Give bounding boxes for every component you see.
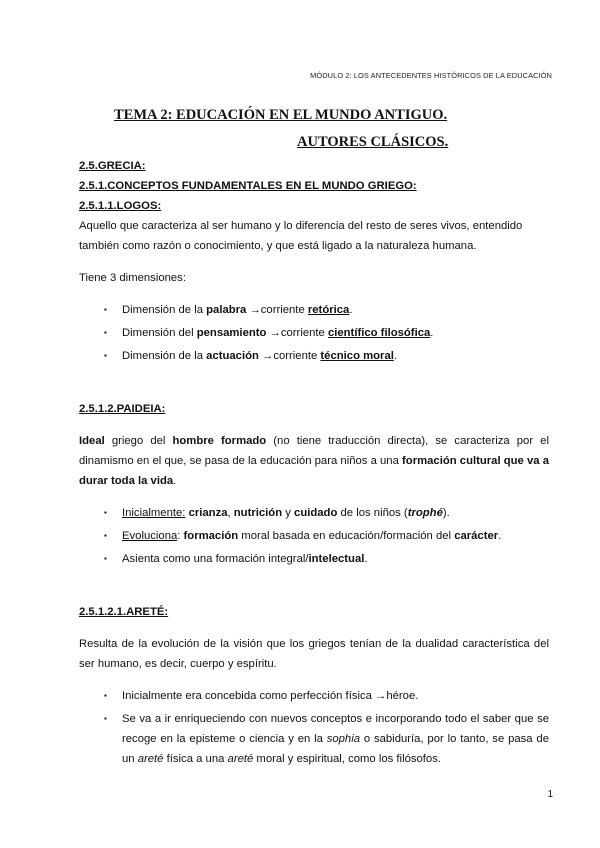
bold-underlined-text: científico filosófica [327, 327, 431, 339]
bullet-icon: ▪ [104, 531, 107, 540]
text: Dimensión de la [122, 304, 207, 316]
text: Se va a ir enriqueciendo con nuevos conceptos e incorporando todo el saber que se recoge en la episteme o ciencia y en la [122, 713, 549, 745]
text: . [364, 553, 368, 565]
text: moral y espiritual, como los filósofos. [253, 753, 442, 765]
text: Inicialmente era concebida como perfección física →héroe. [122, 690, 419, 702]
bold-text: carácter [454, 530, 499, 542]
paideia-paragraph [79, 431, 549, 491]
bullet-icon: ▪ [104, 305, 107, 314]
text: . [173, 475, 177, 487]
running-header: MÓDULO 2: LOS ANTECEDENTES HISTÓRICOS DE LA EDUCACIÓN [310, 71, 552, 80]
bold-text: palabra [206, 304, 247, 316]
logos-dimensions-list [79, 300, 549, 366]
text: moral basada en educación/formación del [238, 530, 455, 542]
paideia-list [79, 503, 549, 569]
text: Asienta como una formación integral/ [122, 553, 309, 565]
italic-text: sophia [326, 733, 361, 745]
bold-text: cuidado [294, 507, 338, 519]
arete-list [79, 686, 549, 769]
list-item [79, 526, 549, 546]
heading-conceptos: 2.5.1.CONCEPTOS FUNDAMENTALES EN EL MUNDO GRIEGO: [79, 180, 417, 192]
list-item [79, 503, 549, 523]
bold-underlined-text: retórica [307, 304, 350, 316]
text: . [498, 530, 502, 542]
logos-paragraph: Aquello que caracteriza al ser humano y lo diferencia del resto de seres vivos, entendido también como razón o conocimiento, y que está ligado a la naturaleza humana. [79, 220, 523, 252]
text: Dimensión del [122, 327, 197, 339]
text: Dimensión de la [122, 350, 207, 362]
text: , [227, 507, 234, 519]
list-item [79, 300, 549, 320]
bold-text: intelectual [308, 553, 365, 565]
bullet-icon: ▪ [104, 691, 107, 700]
title-line-1: TEMA 2: EDUCACIÓN EN EL MUNDO ANTIGUO. [114, 107, 448, 123]
bullet-icon: ▪ [104, 351, 107, 360]
bold-text: actuación [206, 350, 259, 362]
heading-arete: 2.5.1.2.1.ARETÉ: [79, 606, 169, 618]
bold-text: pensamiento [196, 327, 267, 339]
bold-text: formación [183, 530, 239, 542]
list-item [79, 323, 549, 343]
text: (no tiene traducción directa), se caracteriza por el dinamismo en el que, se pasa de la educación para niños a una [79, 435, 549, 467]
text: →corriente [246, 304, 308, 316]
bullet-icon: ▪ [104, 554, 107, 563]
bold-text: formación cultural que va a durar toda la vida [79, 455, 549, 487]
text: de los niños ( [337, 507, 408, 519]
text: →corriente [258, 350, 321, 362]
heading-paideia: 2.5.1.2.PAIDEIA: [79, 403, 166, 415]
text: . [393, 350, 398, 362]
page-number: 1 [547, 789, 553, 800]
heading-logos: 2.5.1.1.LOGOS: [79, 200, 162, 212]
bold-text: crianza [188, 507, 228, 519]
bold-text: Ideal [79, 435, 105, 447]
text: o sabiduría, por lo tanto, se pasa de un [122, 733, 549, 765]
heading-grecia: 2.5.GRECIA: [79, 160, 146, 172]
text: →corriente [266, 327, 328, 339]
text: . [349, 304, 353, 316]
bullet-icon: ▪ [104, 328, 107, 337]
list-item [79, 346, 549, 366]
logos-dimensions-intro: Tiene 3 dimensiones: [79, 272, 186, 284]
text: física a una [163, 753, 228, 765]
bold-text: nutrición [233, 507, 283, 519]
list-item [79, 709, 549, 769]
list-item [79, 686, 549, 706]
bold-text: hombre formado [172, 435, 267, 447]
underlined-text: Inicialmente: [122, 507, 186, 519]
bold-italic-text: trophé [407, 507, 443, 519]
bullet-icon: ▪ [104, 508, 107, 517]
title-line-2: AUTORES CLÁSICOS. [297, 134, 449, 150]
bullet-icon: ▪ [104, 714, 107, 723]
document-body [79, 156, 549, 772]
arete-paragraph: Resulta de la evolución de la visión que los griegos tenían de la dualidad característica del ser humano, es decir, cuerpo y espíritu. [79, 638, 549, 670]
italic-text: areté [227, 753, 254, 765]
text: . [430, 327, 434, 339]
text: griego del [104, 435, 173, 447]
italic-text: areté [137, 753, 164, 765]
text: ). [442, 507, 450, 519]
underlined-text: Evoluciona [122, 530, 178, 542]
text: y [282, 507, 295, 519]
list-item [79, 549, 549, 569]
bold-underlined-text: técnico moral [320, 350, 394, 362]
text: : [177, 530, 184, 542]
